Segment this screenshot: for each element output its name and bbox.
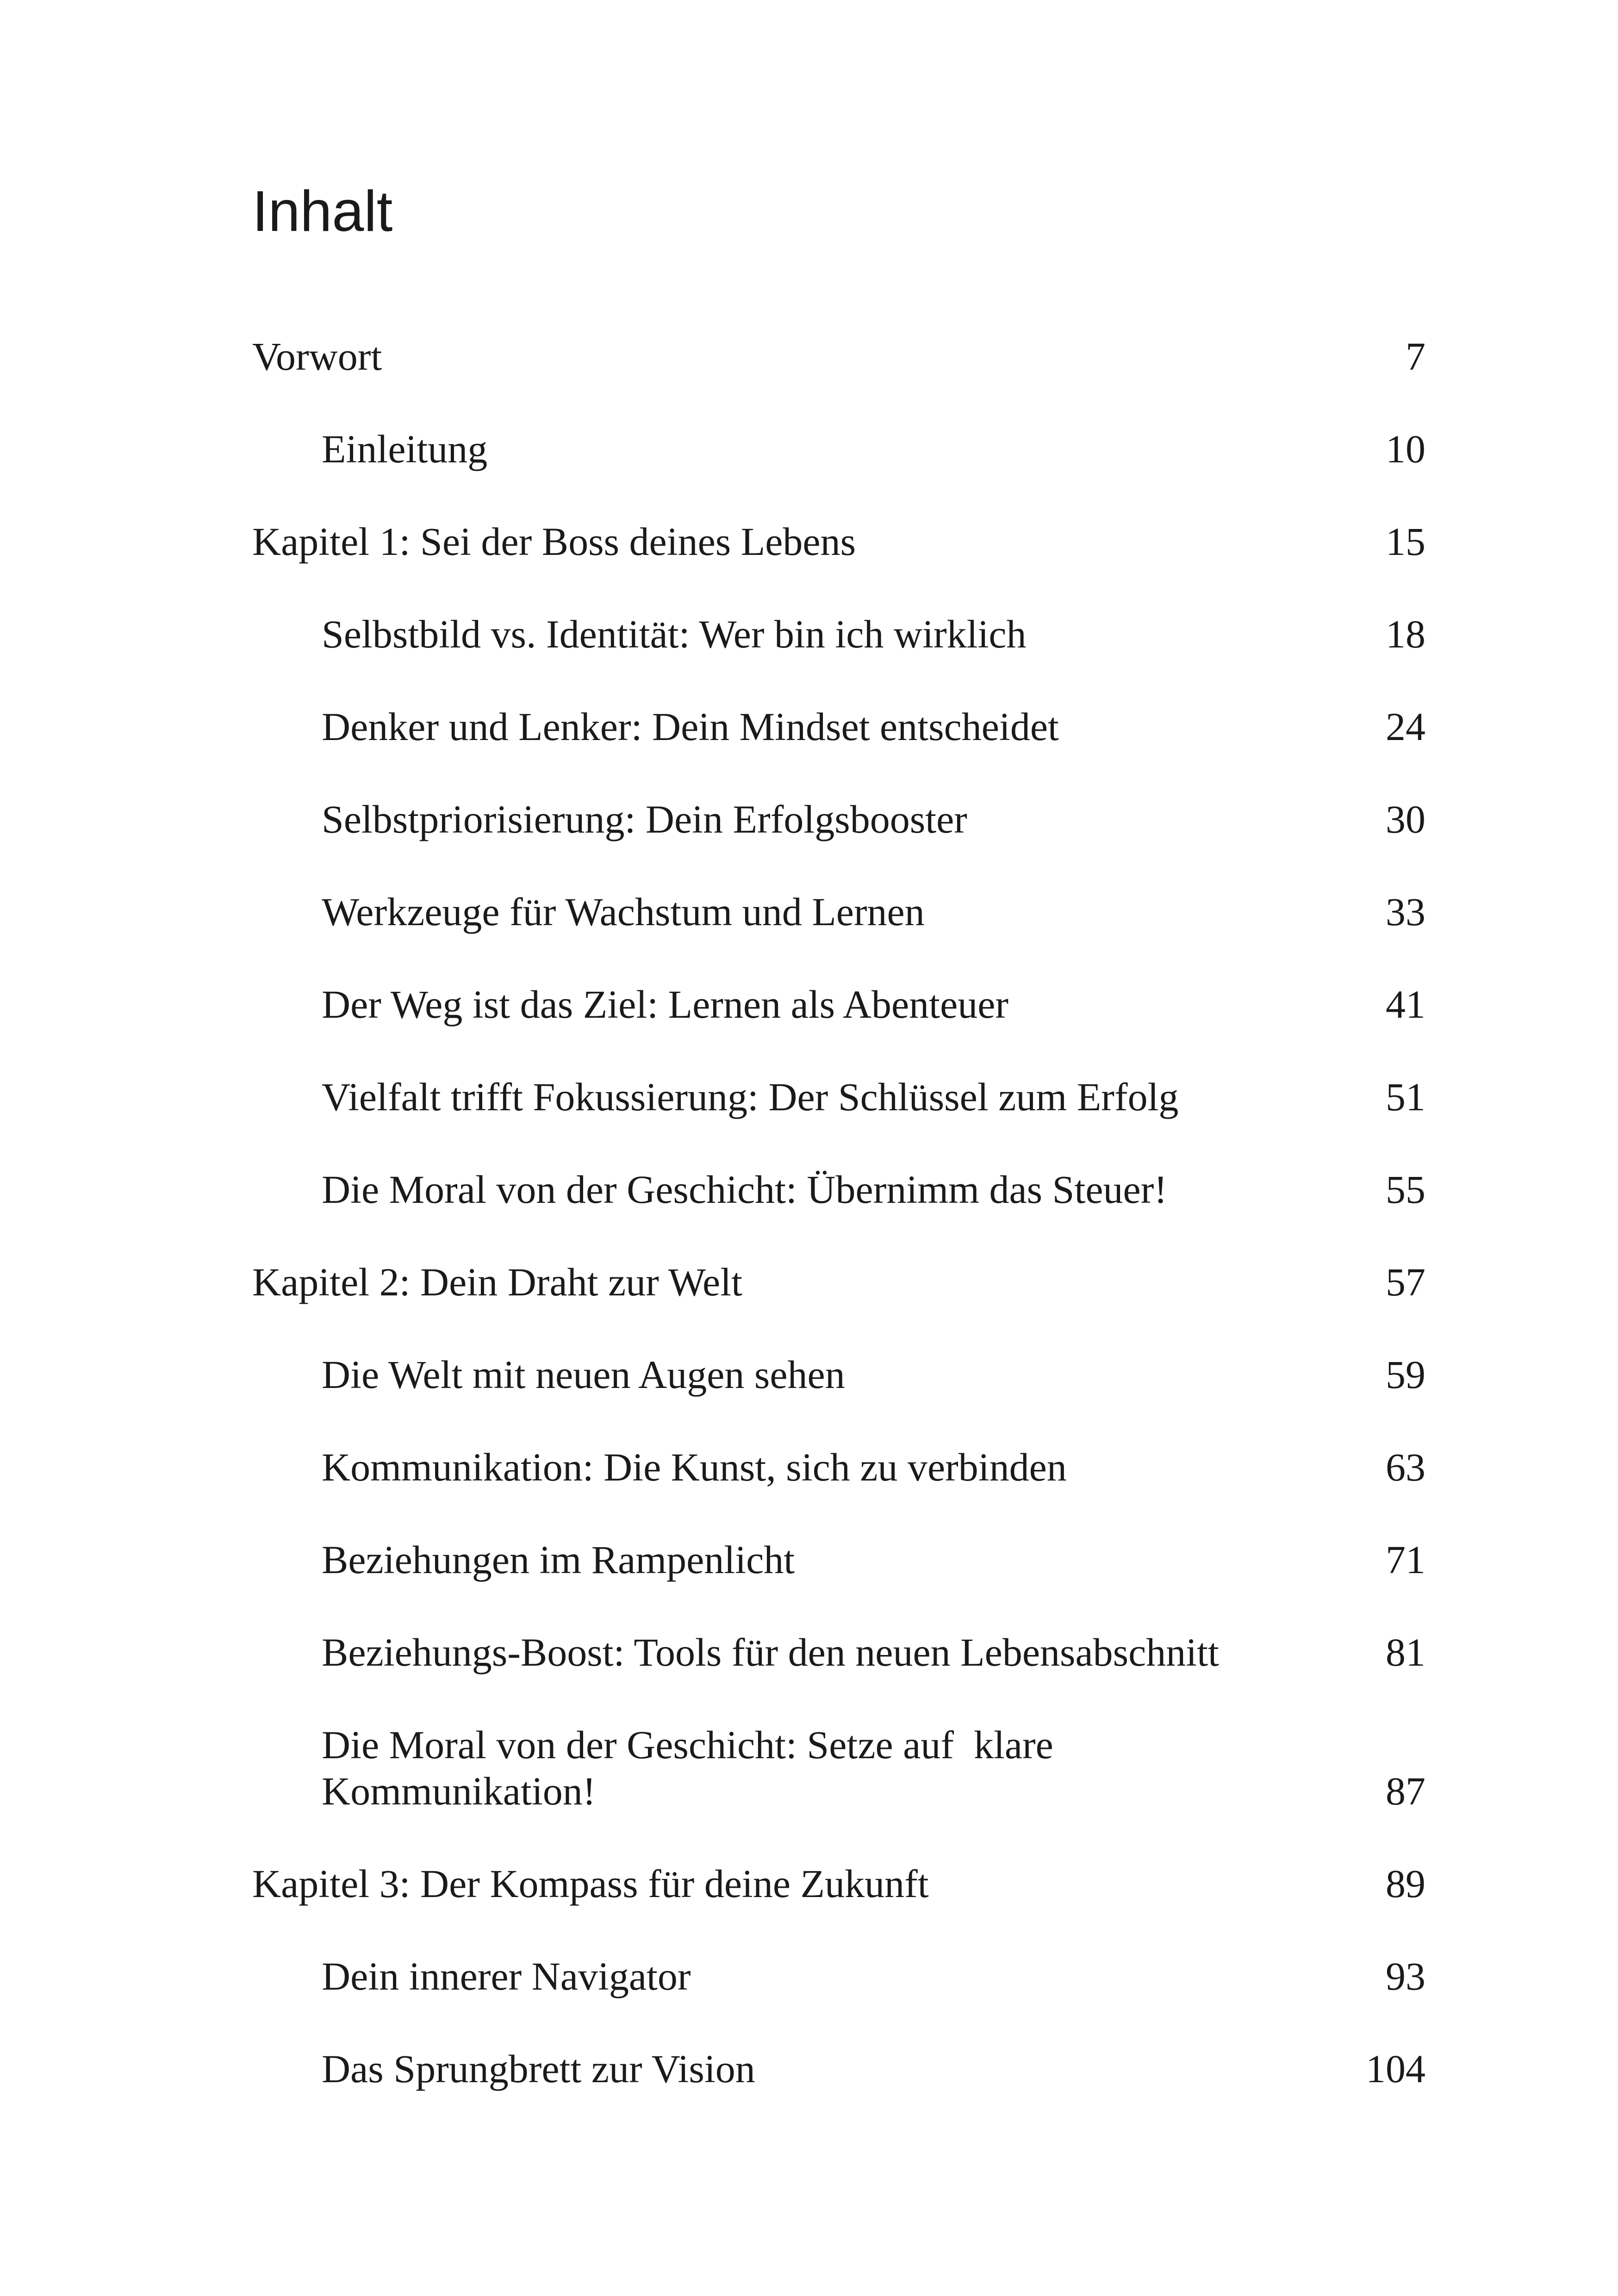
toc-section-entry <box>252 889 1425 935</box>
toc-section-entry <box>252 611 1425 657</box>
toc-entry-title: Werkzeuge für Wachstum und Lernen <box>322 890 925 934</box>
toc-section-entry <box>252 1722 1425 1814</box>
toc-chapter-entry <box>252 1259 1425 1305</box>
toc-page-number: 55 <box>1386 1167 1425 1212</box>
toc-page-number: 104 <box>1366 2047 1425 2091</box>
toc-entry-title: Denker und Lenker: Dein Mindset entscheidet <box>322 704 1059 749</box>
toc-page-number: 89 <box>1386 1861 1425 1906</box>
toc-entry-title: Der Weg ist das Ziel: Lernen als Abenteuer <box>322 982 1009 1027</box>
toc-entry-title: Die Moral von der Geschicht: Setze auf klare Kommunikation! <box>322 1723 1053 1813</box>
toc-section-entry <box>252 1166 1425 1213</box>
toc-page-number: 18 <box>1386 612 1425 656</box>
toc-entry-title: Die Welt mit neuen Augen sehen <box>322 1352 845 1397</box>
toc-chapter-entry <box>252 1860 1425 1907</box>
toc-page-number: 63 <box>1386 1445 1425 1489</box>
toc-entry-title: Das Sprungbrett zur Vision <box>322 2047 755 2091</box>
toc-page-number: 51 <box>1386 1075 1425 1119</box>
toc-page-number: 10 <box>1386 427 1425 471</box>
toc-entry-title: Dein innerer Navigator <box>322 1954 691 1998</box>
toc-section-entry <box>252 426 1425 472</box>
toc-entry-title: Vorwort <box>252 334 382 379</box>
toc-entry-title: Vielfalt trifft Fokussierung: Der Schlüssel zum Erfolg <box>322 1075 1179 1119</box>
toc-entry-title: Selbstpriorisierung: Dein Erfolgsbooster <box>322 797 967 841</box>
toc-entry-title: Beziehungen im Rampenlicht <box>322 1537 795 1582</box>
toc-entry-title: Kapitel 2: Dein Draht zur Welt <box>252 1260 743 1304</box>
toc-heading: Inhalt <box>252 180 393 243</box>
toc-entry-title: Beziehungs-Boost: Tools für den neuen Lebensabschnitt <box>322 1630 1219 1674</box>
toc-section-entry <box>252 1537 1425 1583</box>
toc-section-entry <box>252 1074 1425 1120</box>
toc-page-number: 30 <box>1386 797 1425 841</box>
toc-page-number: 24 <box>1386 704 1425 749</box>
toc-section-entry <box>252 1629 1425 1675</box>
toc-page-number: 71 <box>1386 1537 1425 1582</box>
toc-section-entry <box>252 1953 1425 1999</box>
toc-list <box>252 333 1425 2138</box>
toc-section-entry <box>252 2046 1425 2092</box>
toc-page-number: 93 <box>1386 1954 1425 1998</box>
toc-page-number: 87 <box>1386 1769 1425 1813</box>
toc-entry-title: Kommunikation: Die Kunst, sich zu verbinden <box>322 1445 1067 1489</box>
toc-section-entry <box>252 796 1425 842</box>
toc-section-entry <box>252 1351 1425 1398</box>
toc-entry-title: Kapitel 3: Der Kompass für deine Zukunft <box>252 1861 929 1906</box>
toc-page-number: 59 <box>1386 1352 1425 1397</box>
toc-entry-title: Kapitel 1: Sei der Boss deines Lebens <box>252 519 856 564</box>
toc-page-number: 57 <box>1386 1260 1425 1304</box>
toc-entry-title: Selbstbild vs. Identität: Wer bin ich wirklich <box>322 612 1027 656</box>
toc-entry-title: Einleitung <box>322 427 488 471</box>
toc-page-number: 7 <box>1406 334 1425 379</box>
toc-page-number: 15 <box>1386 519 1425 564</box>
toc-section-entry <box>252 703 1425 750</box>
toc-chapter-entry <box>252 518 1425 565</box>
toc-chapter-entry <box>252 333 1425 380</box>
toc-page-number: 33 <box>1386 890 1425 934</box>
toc-section-entry <box>252 981 1425 1027</box>
toc-page-number: 81 <box>1386 1630 1425 1674</box>
toc-section-entry <box>252 1444 1425 1490</box>
toc-page-number: 41 <box>1386 982 1425 1027</box>
toc-entry-title: Die Moral von der Geschicht: Übernimm das Steuer! <box>322 1167 1167 1212</box>
